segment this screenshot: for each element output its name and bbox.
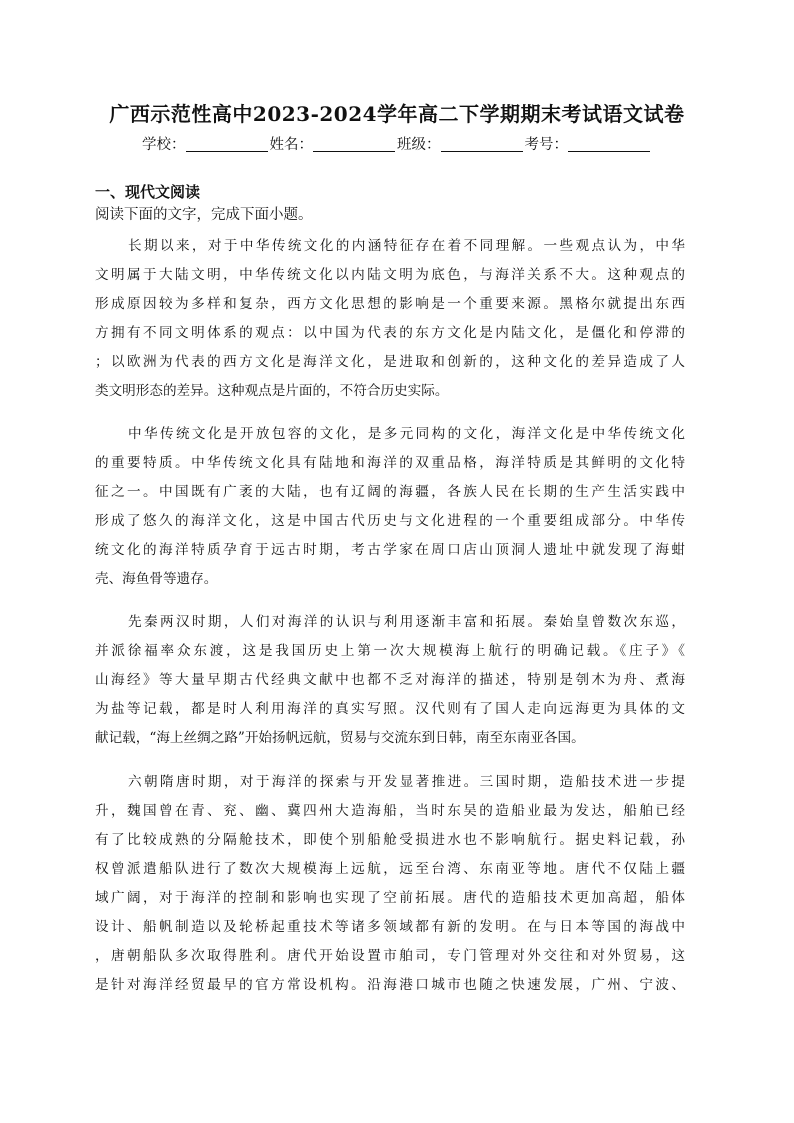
section-instruction: 阅读下面的文字，完成下面小题。: [95, 207, 313, 223]
passage-line: 设计、船帆制造以及轮桥起重技术等诸多领域都有新的发明。在与日本等国的海战中: [95, 919, 685, 935]
class-label: 班级：: [397, 137, 441, 153]
passage-line: 形成了悠久的海洋文化，这是中国古代历史与文化进程的一个重要组成部分。中华传: [95, 513, 685, 529]
passage-line: 征之一。中国既有广袤的大陆，也有辽阔的海疆，各族人民在长期的生产生活实践中: [95, 484, 685, 500]
passage-line: 是针对海洋经贸最早的官方常设机构。沿海港口城市也随之快速发展，广州、宁波、: [95, 977, 685, 993]
passage-line: 中华传统文化是开放包容的文化，是多元同构的文化，海洋文化是中华传统文化: [128, 426, 685, 442]
passage-line: 统文化的海洋特质孕育于远古时期，考古学家在周口店山顶洞人遗址中就发现了海蚶: [95, 542, 685, 558]
section-heading: 一、现代文阅读: [95, 183, 201, 201]
passage-line: 山海经》等大量早期古代经典文献中也都不乏对海洋的描述，特别是刳木为舟、煮海: [95, 672, 685, 688]
passage-line: 的重要特质。中华传统文化具有陆地和海洋的双重品格，海洋特质是其鲜明的文化特: [95, 455, 685, 471]
passage-line: 方拥有不同文明体系的观点：以中国为代表的东方文化是内陆文化，是僵化和停滞的: [95, 325, 685, 341]
class-blank[interactable]: [441, 135, 523, 152]
passage-line: 形成原因较为多样和复杂，西方文化思想的影响是一个重要来源。黑格尔就提出东西: [95, 296, 685, 312]
passage-line: ，唐朝船队多次取得胜利。唐代开始设置市舶司，专门管理对外交往和对外贸易，这: [95, 948, 685, 964]
passage-line: 并派徐福率众东渡，这是我国历史上第一次大规模海上航行的明确记载。《庄子》《: [95, 643, 685, 659]
passage-line: 长期以来，对于中华传统文化的内涵特征存在着不同理解。一些观点认为，中华: [128, 238, 685, 254]
passage-line: 献记载，“海上丝绸之路”开始扬帆远航，贸易与交流东到日韩，南至东南亚各国。: [95, 730, 585, 746]
name-blank[interactable]: [313, 135, 395, 152]
passage-line: 权曾派遣船队进行了数次大规模海上远航，远至台湾、东南亚等地。唐代不仅陆上疆: [95, 861, 685, 877]
passage-line: 先秦两汉时期，人们对海洋的认识与利用逐渐丰富和拓展。秦始皇曾数次东巡，: [128, 614, 685, 630]
name-label: 姓名：: [269, 137, 313, 153]
school-label: 学校：: [142, 137, 186, 153]
passage-line: 域广阔，对于海洋的控制和影响也实现了空前拓展。唐代的造船技术更加高超，船体: [95, 890, 685, 906]
passage-line: ；以欧洲为代表的西方文化是海洋文化，是进取和创新的，这种文化的差异造成了人: [95, 354, 685, 370]
passage-line: 有了比较成熟的分隔舱技术，即使个别船舱受损进水也不影响航行。据史料记载，孙: [95, 832, 685, 848]
student-info-row: [0, 134, 794, 156]
passage-line: 六朝隋唐时期，对于海洋的探索与开发显著推进。三国时期，造船技术进一步提: [128, 774, 685, 790]
exam-number-blank[interactable]: [568, 135, 650, 152]
passage-line: 壳、海鱼骨等遗存。: [95, 571, 218, 587]
school-blank[interactable]: [186, 135, 268, 152]
passage-line: 文明属于大陆文明，中华传统文化以内陆文明为底色，与海洋关系不大。这种观点的: [95, 267, 685, 283]
exam-number-label: 考号：: [524, 137, 568, 153]
passage-line: 类文明形态的差异。这种观点是片面的，不符合历史实际。: [95, 383, 449, 399]
passage-line: 升，魏国曾在青、兖、幽、冀四州大造海船，当时东吴的造船业最为发达，船舶已经: [95, 803, 685, 819]
exam-title: 广西示范性高中2023-2024学年高二下学期期末考试语文试卷: [109, 102, 685, 126]
passage-line: 为盐等记载，都是时人利用海洋的真实写照。汉代则有了国人走向远海更为具体的文: [95, 701, 685, 717]
